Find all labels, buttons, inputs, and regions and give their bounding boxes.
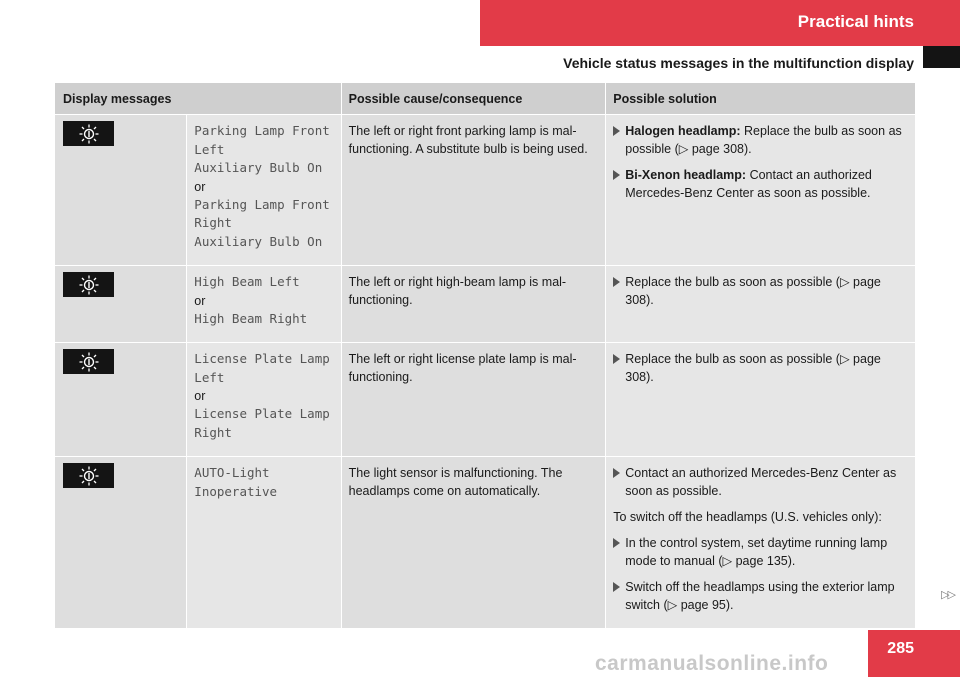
table-row xyxy=(55,114,915,265)
display-message: AUTO-Light Inoperative xyxy=(194,465,278,499)
page-subtitle: Vehicle status messages in the multifunction display xyxy=(563,55,914,71)
col-header-cause: Possible cause/consequence xyxy=(341,83,606,114)
cause-text: The left or right high-beam lamp is mal-functioning. xyxy=(341,265,606,342)
or-label: or xyxy=(194,179,206,194)
solution-item: Replace the bulb as soon as possible (▷ page 308). xyxy=(613,273,909,309)
continue-marker: ▷▷ xyxy=(941,589,954,601)
table-row xyxy=(55,456,915,628)
display-message: License Plate Lamp Left xyxy=(194,351,330,385)
table-header-row xyxy=(55,83,915,114)
display-message: High Beam Right xyxy=(194,310,308,326)
solution-item: Halogen headlamp: Replace the bulb as soon as possible (▷ page 308). xyxy=(613,122,909,158)
display-message: Parking Lamp Front Left Auxiliary Bulb On xyxy=(194,123,330,175)
display-message: Parking Lamp Front Right Auxiliary Bulb On xyxy=(194,196,330,249)
solution-item: Replace the bulb as soon as possible (▷ page 308). xyxy=(613,350,909,386)
header-marker xyxy=(923,46,960,68)
page-number-band xyxy=(868,630,960,677)
col-header-solution: Possible solution xyxy=(605,83,915,114)
cause-text: The left or right front parking lamp is mal-functioning. A substitute bulb is being used. xyxy=(341,114,606,265)
page-number: 285 xyxy=(887,640,914,657)
solution-item: Contact an authorized Mercedes-Benz Center as soon as possible. xyxy=(613,464,909,500)
solution-item: Bi-Xenon headlamp: Contact an authorized Mercedes-Benz Center as soon as possible. xyxy=(613,166,909,202)
solution-item: Switch off the headlamps using the exterior lamp switch (▷ page 95). xyxy=(613,578,909,614)
table-row xyxy=(55,265,915,342)
solution-item: In the control system, set daytime running lamp mode to manual (▷ page 135). xyxy=(613,534,909,570)
display-message: High Beam Left xyxy=(194,274,300,289)
lamp-icon xyxy=(63,121,114,146)
lamp-icon xyxy=(63,272,114,297)
solution-note: To switch off the headlamps (U.S. vehicles only): xyxy=(613,510,882,524)
or-label: or xyxy=(194,293,206,308)
lamp-icon xyxy=(63,349,114,374)
lamp-icon xyxy=(63,463,114,488)
status-messages-table xyxy=(55,83,915,628)
table-row xyxy=(55,342,915,456)
display-message: License Plate Lamp Right xyxy=(194,406,330,440)
section-title: Practical hints xyxy=(797,12,914,31)
watermark: carmanualsonline.info xyxy=(595,652,829,675)
col-header-display: Display messages xyxy=(55,83,341,114)
cause-text: The left or right license plate lamp is mal-functioning. xyxy=(341,342,606,456)
cause-text: The light sensor is malfunctioning. The headlamps come on automatically. xyxy=(341,456,606,628)
or-label: or xyxy=(194,389,206,403)
